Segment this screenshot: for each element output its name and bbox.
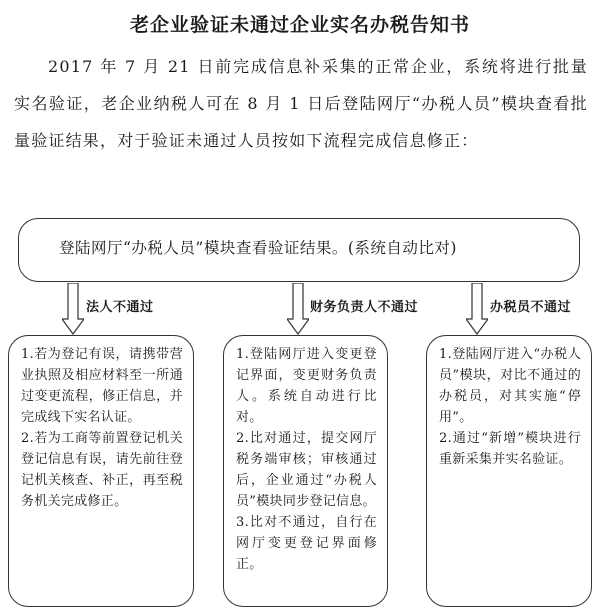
branch-box-tax-officer [426,335,592,607]
branch-box-finance-head [223,335,388,607]
flow-main-step: 登陆网厅“办税人员”模块查看验证结果。(系统自动比对) [18,218,580,282]
step-text: 2.若为工商等前置登记机关登记信息有误，请先前往登记机关核查、补正，再至税务机关完成修正。 [21,431,183,509]
page-title: 老企业验证未通过企业实名办税告知书 [129,14,470,36]
down-arrow-icon [287,283,309,335]
down-arrow-icon [466,283,488,335]
intro-paragraph: 2017 年 7 月 21 日前完成信息补采集的正常企业，系统将进行批量实名验证，老企业纳税人可在 8 月 1 日后登陆网厅“办税人员”模块查看批量验证结果，对于验证未通过人员按如下流程完成信息修正： [14,57,588,150]
step-text: 1.若为登记有误，请携带营业执照及相应材料至一所通过变更流程，修正信息，并完成线下实名认证。 [21,347,183,425]
step-text: 1.登陆网厅进入变更登记界面，变更财务负责人。系统自动进行比对。 [236,347,377,425]
branch-label-tax-officer: 办税员不通过 [490,300,572,315]
step-text: 3.比对不通过，自行在网厅变更登记界面修正。 [236,515,377,572]
down-arrow-icon [62,283,84,335]
step-text: 2.比对通过，提交网厅税务端审核；审核通过后，企业通过“办税人员”模块同步登记信息。 [236,431,377,509]
branch-label-finance-head: 财务负责人不通过 [310,300,419,315]
step-text: 2.通过“新增”模块进行重新采集并实名验证。 [439,431,581,467]
branch-label-legal-person: 法人不通过 [86,300,154,315]
step-text: 1.登陆网厅进入“办税人员”模块，对比不通过的办税员，对其实施“停用”。 [439,347,581,425]
branch-box-legal-person [8,335,194,607]
